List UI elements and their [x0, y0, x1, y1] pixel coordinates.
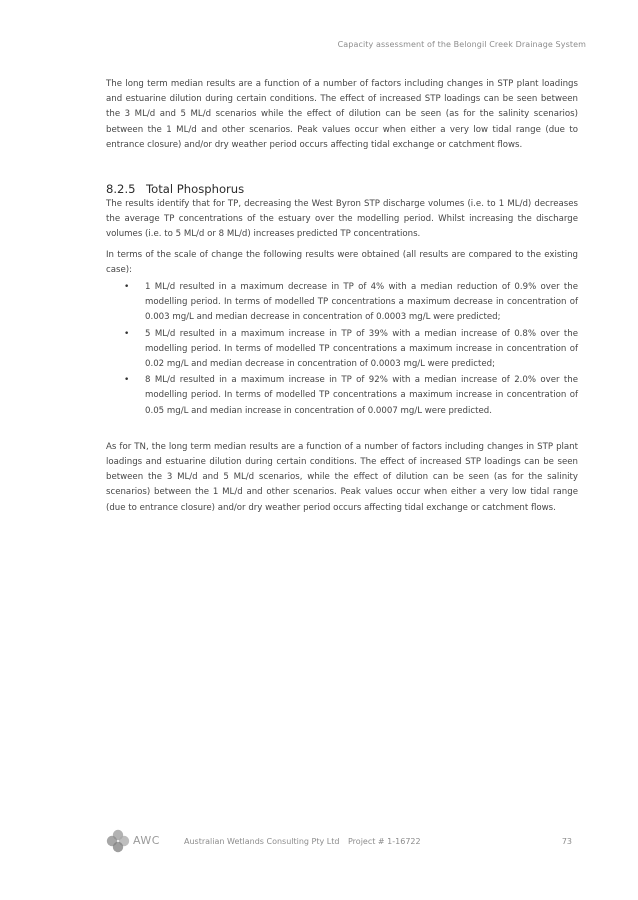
- tp-summary-paragraph: As for TN, the long term median results are a function of a number of factors including changes in STP plant loadings and estuarine dilution during certain conditions. The effect of increased STP loadings can be seen between the 3 ML/d and 5 ML/d scenarios, while the effect of dilution can be seen (as for the salinity scenarios) between the 1 ML/d and other scenarios. Peak values occur when either a very low tidal range (due to entrance closure) and/or dry weather period occurs affecting tidal exchange or catchment flows.: [106, 441, 578, 513]
- list-item: [124, 373, 578, 419]
- list-item: [124, 327, 578, 373]
- logo-text: AWC: [133, 834, 160, 847]
- bullet-icon: •: [124, 375, 130, 386]
- project-number: Project # 1-16722: [348, 837, 421, 846]
- results-list: [106, 280, 578, 419]
- list-item-text: 5 ML/d resulted in a maximum increase in TP of 39% with a median increase of 0.8% over the modelling period. In terms of modelled TP concentrations a maximum increase in concentration of 0.02 mg/L and median decrease in concentration of 0.0003 mg/L were predicted;: [145, 328, 578, 370]
- tp-intro-paragraph: The results identify that for TP, decreasing the West Byron STP discharge volumes (i.e. to 1 ML/d) decreases the average TP concentrations of the estuary over the modelling period. Whilst increasing the discharge volumes (i.e. to 5 ML/d or 8 ML/d) increases predicted TP concentrations.: [106, 199, 578, 240]
- awc-logo-icon: [106, 829, 130, 853]
- section-title: Total Phosphorus: [146, 182, 245, 197]
- running-header: Capacity assessment of the Belongil Creek Drainage System: [337, 40, 586, 49]
- page-footer: [106, 829, 578, 853]
- list-item: [124, 280, 578, 326]
- bullet-icon: •: [124, 282, 130, 293]
- section-heading: [106, 182, 578, 197]
- list-item-text: 8 ML/d resulted in a maximum increase in TP of 92% with a median increase of 2.0% over the modelling period. In terms of modelled TP concentrations a maximum increase in concentration of 0.05 mg/L and median increase in concentration of 0.0007 mg/L were predicted.: [145, 375, 578, 416]
- tn-summary-paragraph: The long term median results are a function of a number of factors including changes in STP plant loadings and estuarine dilution during certain conditions. The effect of increased STP loadings can be seen between the 3 ML/d and 5 ML/d scenarios while the effect of dilution can be seen (as for the salinity scenarios) between the 1 ML/d and other scenarios. Peak values occur when either a very low tidal range (due to entrance closure) and/or dry weather period occurs affecting tidal exchange or catchment flows.: [106, 79, 578, 150]
- list-item-text: 1 ML/d resulted in a maximum decrease in TP of 4% with a median reduction of 0.9% over the modelling period. In terms of modelled TP concentrations a maximum decrease in concentration of 0.003 mg/L and median decrease in concentration of 0.0003 mg/L were predicted;: [145, 282, 578, 323]
- page-number: 73: [561, 837, 572, 846]
- company-name: Australian Wetlands Consulting Pty Ltd: [184, 837, 340, 846]
- bullet-icon: •: [124, 328, 130, 339]
- section-number: 8.2.5: [106, 182, 136, 197]
- page-body: [106, 77, 578, 516]
- scale-intro-paragraph: In terms of the scale of change the following results were obtained (all results are compared to the existing case):: [106, 249, 578, 275]
